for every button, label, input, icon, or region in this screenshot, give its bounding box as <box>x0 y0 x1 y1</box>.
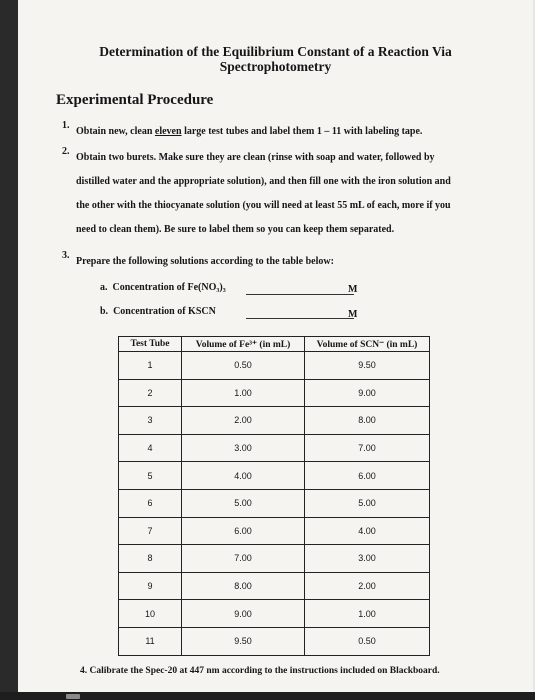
column-header-test-tube: Test Tube <box>119 337 182 352</box>
fe-volume-cell: 9.00 <box>182 600 305 628</box>
screen-edge-mark <box>66 694 80 699</box>
scn-volume-cell: 3.00 <box>305 545 430 573</box>
test-tube-number: 3 <box>119 407 182 435</box>
step-number: 3. <box>62 250 70 261</box>
fe-volume-cell: 2.00 <box>182 407 305 435</box>
step-number: 2. <box>62 146 70 157</box>
table-header-row <box>119 337 430 352</box>
solutions-table <box>118 336 430 656</box>
scn-volume-cell: 9.50 <box>305 352 430 380</box>
step-number: 4. <box>80 666 88 676</box>
fe-volume-cell: 0.50 <box>182 352 305 380</box>
photo-bottom-edge <box>0 692 535 700</box>
fe-volume-cell: 4.00 <box>182 462 305 490</box>
sub-item-a <box>100 282 226 293</box>
fe-volume-cell: 3.00 <box>182 434 305 462</box>
table-row <box>119 545 430 573</box>
table-row <box>119 379 430 407</box>
table-row <box>119 407 430 435</box>
table-row <box>119 434 430 462</box>
test-tube-number: 6 <box>119 489 182 517</box>
sub-item-label: Concentration of Fe(NO₃)₃ <box>112 282 226 293</box>
test-tube-number: 11 <box>119 627 182 655</box>
table-row <box>119 517 430 545</box>
scn-volume-cell: 6.00 <box>305 462 430 490</box>
step-1-text-pre: Obtain new, clean <box>76 126 155 137</box>
test-tube-number: 8 <box>119 545 182 573</box>
fe-concentration-unit: M <box>348 284 358 295</box>
scn-volume-cell: 2.00 <box>305 572 430 600</box>
section-heading: Experimental Procedure <box>56 92 214 108</box>
step-1 <box>62 120 423 144</box>
test-tube-number: 9 <box>119 572 182 600</box>
test-tube-number: 2 <box>119 379 182 407</box>
test-tube-number: 5 <box>119 462 182 490</box>
table-row <box>119 572 430 600</box>
table-row <box>119 462 430 490</box>
step-1-text <box>76 120 422 144</box>
table-row <box>119 352 430 380</box>
step-3-text: Prepare the following solutions according to the table below: <box>76 256 334 267</box>
step-2-line: Obtain two burets. Make sure they are clean (rinse with soap and water, followed by <box>76 152 435 163</box>
document-title <box>48 44 503 74</box>
fe-volume-cell: 5.00 <box>182 489 305 517</box>
photo-left-edge <box>0 0 18 700</box>
table-row <box>119 627 430 655</box>
fe-volume-cell: 8.00 <box>182 572 305 600</box>
title-line-2: Spectrophotometry <box>219 59 332 74</box>
test-tube-number: 10 <box>119 600 182 628</box>
step-2-line: need to clean them). Be sure to label them so you can keep them separated. <box>76 224 395 235</box>
scn-volume-cell: 9.00 <box>305 379 430 407</box>
scn-volume-cell: 5.00 <box>305 489 430 517</box>
step-number: 1. <box>62 120 70 131</box>
test-tube-number: 1 <box>119 352 182 380</box>
step-1-text-post: large test tubes and label them 1 – 11 with labeling tape. <box>181 126 423 137</box>
step-2 <box>62 146 451 242</box>
scn-volume-cell: 1.00 <box>305 600 430 628</box>
scn-volume-cell: 0.50 <box>305 627 430 655</box>
step-3 <box>62 250 334 274</box>
fe-volume-cell: 7.00 <box>182 545 305 573</box>
table-row <box>119 489 430 517</box>
scn-volume-cell: 7.00 <box>305 434 430 462</box>
fe-volume-cell: 1.00 <box>182 379 305 407</box>
step-2-line: distilled water and the appropriate solution), and then fill one with the iron solution and <box>76 176 451 187</box>
step-4-text: Calibrate the Spec-20 at 447 nm according to the instructions included on Blackboard. <box>89 666 440 676</box>
scn-volume-cell: 4.00 <box>305 517 430 545</box>
title-line-1: Determination of the Equilibrium Constant of a Reaction Via <box>99 44 452 59</box>
kscn-concentration-blank <box>246 306 354 319</box>
kscn-concentration-unit: M <box>348 309 358 320</box>
fe-volume-cell: 6.00 <box>182 517 305 545</box>
fe-volume-cell: 9.50 <box>182 627 305 655</box>
step-1-underlined-word: eleven <box>154 126 182 137</box>
document-page <box>18 0 533 692</box>
scn-volume-cell: 8.00 <box>305 407 430 435</box>
sub-item-b <box>100 306 216 317</box>
column-header-scn-volume: Volume of SCN⁻ (in mL) <box>305 337 430 352</box>
sub-item-label: Concentration of KSCN <box>113 306 216 317</box>
test-tube-number: 7 <box>119 517 182 545</box>
step-2-line: the other with the thiocyanate solution (you will need at least 55 mL of each, more if you <box>76 200 451 211</box>
fe-concentration-blank <box>246 282 354 295</box>
test-tube-number: 4 <box>119 434 182 462</box>
table-row <box>119 600 430 628</box>
sub-item-letter: b. <box>100 306 109 317</box>
column-header-fe-volume: Volume of Fe³⁺ (in mL) <box>182 337 305 352</box>
sub-item-letter: a. <box>100 282 108 293</box>
step-4 <box>80 666 440 676</box>
